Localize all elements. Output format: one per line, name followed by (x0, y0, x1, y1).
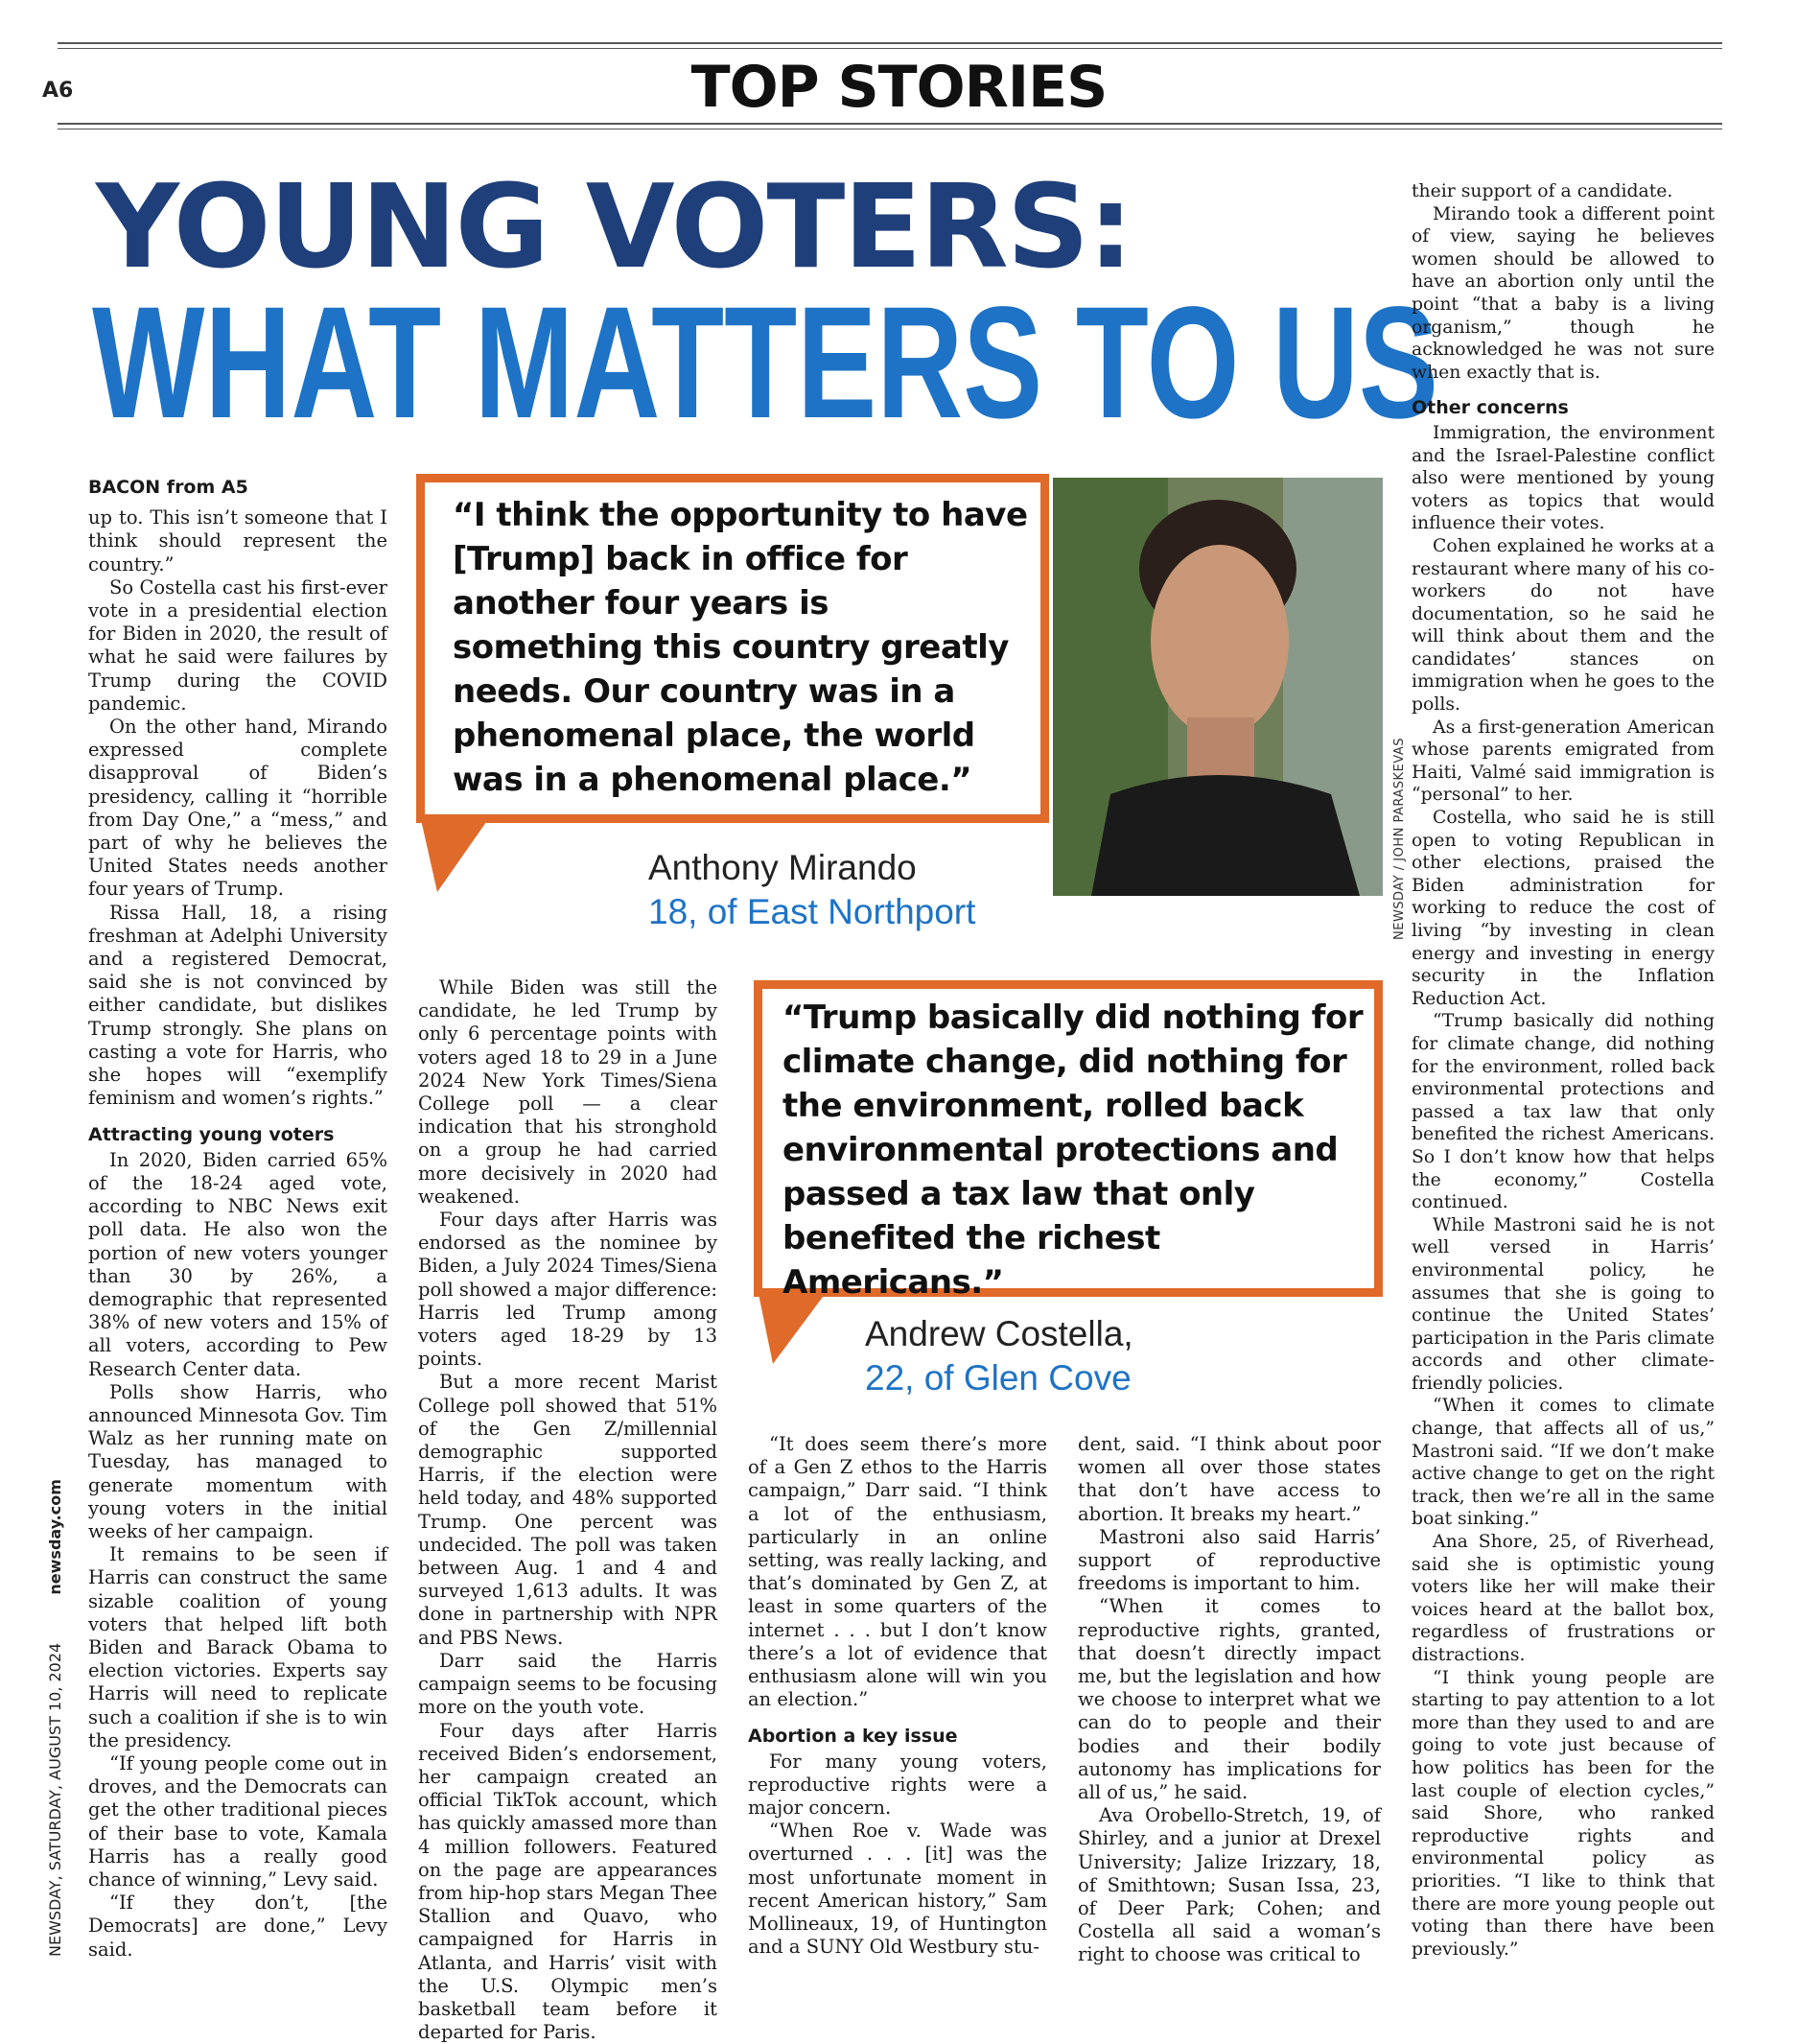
paragraph: up to. This isn’t someone that I think should represent the country.” (88, 506, 387, 576)
article-column-2 (418, 976, 717, 2044)
pull-quote-text-mirando: “I think the opportunity to have [Trump] back in office for another four years is something this country greatly needs. Our country was in a phenomenal place, the world was in a phenomenal place.” (453, 493, 1028, 802)
paragraph: Mirando took a different point of view, saying he believes women should be allowed to have an abortion only until the point “that a baby is a living organism,” though he acknowledged he was not sure when exactly that is. (1412, 203, 1715, 385)
article-column-1 (88, 476, 387, 1962)
paragraph: While Mastroni said he is not well versed in Harris’ environmental policy, he assumes that she is going to continue the United States’ participation in the Paris climate accords and other climate-friendly policies. (1412, 1214, 1715, 1396)
paragraph: dent, said. “I think about poor women all over those states that don’t have access to abortion. It breaks my heart.” (1078, 1433, 1381, 1526)
paragraph: Polls show Harris, who announced Minnesota Gov. Tim Walz as her running mate on Tuesday, has managed to generate momentum with young voters in the initial weeks of her campaign. (88, 1381, 387, 1543)
paragraph: But a more recent Marist College poll showed that 51% of the Gen Z/millennial demographic supported Harris, if the election were held today, and 48% supported Trump. One percent was undecided. The poll was taken between Aug. 1 and 4 and surveyed 1,613 adults. It was done in partnership with NPR and PBS News. (418, 1371, 717, 1649)
quote-name-mirando: Anthony Mirando (648, 848, 917, 888)
portrait-illustration (1053, 478, 1383, 896)
photo-anthony-mirando (1053, 478, 1383, 896)
paragraph: “When it comes to climate change, that affects all of us,” Mastroni said. “If we don’t make active change to get on the right track, then we’re all in the same boat sinking.” (1412, 1395, 1715, 1531)
paragraph: their support of a candidate. (1412, 180, 1715, 203)
page-number: A6 (42, 79, 73, 103)
quote-tail-shape (420, 815, 491, 892)
paragraph: So Costella cast his first-ever vote in a presidential election for Biden in 2020, the result of what he said were failures by Trump during the COVID pandemic. (88, 576, 387, 716)
paragraph: Darr said the Harris campaign seems to be focusing more on the youth vote. (418, 1650, 717, 1720)
paragraph: “When it comes to reproductive rights, granted, that doesn’t directly impact me, but the legislation and how we choose to interpret what we can do to people and their bodies and their bodily autonomy has implications for all of us,” he said. (1078, 1595, 1381, 1804)
photo-neck (1187, 717, 1254, 785)
paragraph: “When Roe v. Wade was overturned . . . [it] was the most unfortunate moment in recent American history,” Sam Mollineaux, 19, of Huntington and a SUNY Old Westbury stu- (748, 1820, 1047, 1959)
jump-label: BACON from A5 (88, 476, 387, 499)
paragraph: “I think young people are starting to pay attention to a lot more than they used to and are going to vote just because of how politics has been for the last couple of election cycles,” said Shore, who ranked reproductive rights and environmental policy as priorities. “I like to think that there are more young people out voting than there have been previously.” (1412, 1667, 1715, 1962)
paragraph: For many young voters, reproductive rights were a major concern. (748, 1750, 1047, 1821)
pull-quote-tail-mirando (420, 815, 491, 894)
top-rule-3 (58, 123, 1722, 125)
paragraph: Four days after Harris was endorsed as the nominee by Biden, a July 2024 Times/Siena poll showed a major difference: Harris led Trump among voters aged 18-29 by 13 points. (418, 1209, 717, 1371)
site-name[interactable]: newsday.com (46, 1479, 64, 1595)
quote-location-costella: 22, of Glen Cove (865, 1358, 1132, 1398)
photo-credit: NEWSDAY / JOHN PARASKEVAS (1392, 738, 1407, 940)
paragraph: Ana Shore, 25, of Riverhead, said she is optimistic young voters like her will make their voices heard at the ballot box, regardless of frustrations or distractions. (1412, 1531, 1715, 1667)
paragraph: Immigration, the environment and the Israel-Palestine conflict also were mentioned by young voters as topics that would influence their votes. (1412, 422, 1715, 535)
paragraph: As a first-generation American whose parents emigrated from Haiti, Valmé said immigration is “personal” to her. (1412, 717, 1715, 807)
paragraph: “If young people come out in droves, and the Democrats can get the other traditional pieces of their base to vote, Kamala Harris has a really good chance of winning,” Levy said. (88, 1752, 387, 1891)
photo-shirt (1091, 775, 1360, 896)
headline-line-2: WHAT MATTERS TO US (92, 284, 1438, 443)
paragraph: “It does seem there’s more of a Gen Z ethos to the Harris campaign,” Darr said. “I think a lot of the enthusiasm, particularly in an online setting, was really lacking, and that’s dominated by Gen Z, at least in some quarters of the internet . . . but I don’t know there’s a lot of evidence that enthusiasm alone will win you an election.” (748, 1433, 1047, 1711)
quote-location-mirando: 18, of East Northport (648, 892, 975, 932)
article-column-3 (748, 1433, 1047, 1959)
paragraph: Four days after Harris received Biden’s endorsement, her campaign created an official TikTok account, which has quickly amassed more than 4 million followers. Featured on the page are appearances from hip-hop stars Megan Thee Stallion and Quavo, who campaigned for Harris in Atlanta, and Harris’ visit with the U.S. Olympic men’s basketball team before it departed for Paris. (418, 1720, 717, 2044)
paragraph: While Biden was still the candidate, he led Trump by only 6 percentage points with voters aged 18 to 29 in a June 2024 New York Times/Siena College poll — a clear indication that his stronghold on a group he had carried more decisively in 2020 had weakened. (418, 976, 717, 1209)
paragraph: “Trump basically did nothing for climate change, did nothing for the environment, rolled back environmental protections and passed a tax law that only benefited the richest Americans. So I don’t know how that helps the economy,” Costella continued. (1412, 1010, 1715, 1213)
dateline-text: NEWSDAY, SATURDAY, AUGUST 10, 2024 (46, 1643, 64, 1957)
top-rule-1 (58, 42, 1722, 44)
paragraph: Ava Orobello-Stretch, 19, of Shirley, and a junior at Drexel University; Jalize Irizzary, 18, of Smithtown; Susan Issa, 23, of Deer Park; Cohen; and Costella all said a woman’s right to choose was critical to (1078, 1804, 1381, 1966)
paragraph: Costella, who said he is still open to voting Republican in other elections, praised the Biden administration for working to reduce the cost of living “by investing in clean energy and investing in energy security in the Inflation Reduction Act. (1412, 807, 1715, 1010)
paragraph: In 2020, Biden carried 65% of the 18-24 aged vote, according to NBC News exit poll data. He also won the portion of new voters younger than 30 by 26%, a demographic that represented 38% of new voters and 15% of all voters, according to Pew Research Center data. (88, 1149, 387, 1381)
paragraph: On the other hand, Mirando expressed complete disapproval of Biden’s presidency, calling it “horrible from Day One,” a “mess,” and part of why he believes the United States needs another four years of Trump. (88, 716, 387, 902)
paragraph: Mastroni also said Harris’ support of reproductive freedoms is important to him. (1078, 1526, 1381, 1596)
subhead-abortion: Abortion a key issue (748, 1725, 1047, 1748)
headline-line-1: YOUNG VOTERS: (96, 171, 1381, 286)
article-column-5 (1412, 180, 1715, 1961)
article-column-4 (1078, 1433, 1381, 1967)
paragraph: Rissa Hall, 18, a rising freshman at Adelphi University and a registered Democrat, said she is not convinced by either candidate, but dislikes Trump strongly. She plans on casting a vote for Harris, who she hopes will “exemplify feminism and women’s rights.” (88, 902, 387, 1111)
paragraph: Cohen explained he works at a restaurant where many of his co-workers do not have documentation, so he said he will think about them and the candidates’ stances on immigration when he goes to the polls. (1412, 535, 1715, 717)
paragraph: “If they don’t, [the Democrats] are done,” Levy said. (88, 1891, 387, 1962)
quote-name-costella: Andrew Costella, (865, 1314, 1133, 1354)
paragraph: It remains to be seen if Harris can construct the same sizable coalition of young voters that helped lift both Biden and Barack Obama to election victories. Experts say Harris will need to replicate such a coalition if she is to win the presidency. (88, 1543, 387, 1752)
dateline (46, 1479, 64, 1957)
pull-quote-text-costella: “Trump basically did nothing for climate change, did nothing for the environment, rolled back environmental protections and passed a tax law that only benefited the richest Americans.” (782, 996, 1367, 1304)
subhead-attracting: Attracting young voters (88, 1123, 387, 1146)
subhead-other: Other concerns (1412, 397, 1715, 420)
photo-face (1151, 545, 1289, 737)
section-title: TOP STORIES (0, 54, 1798, 121)
top-rule-2 (58, 48, 1722, 49)
